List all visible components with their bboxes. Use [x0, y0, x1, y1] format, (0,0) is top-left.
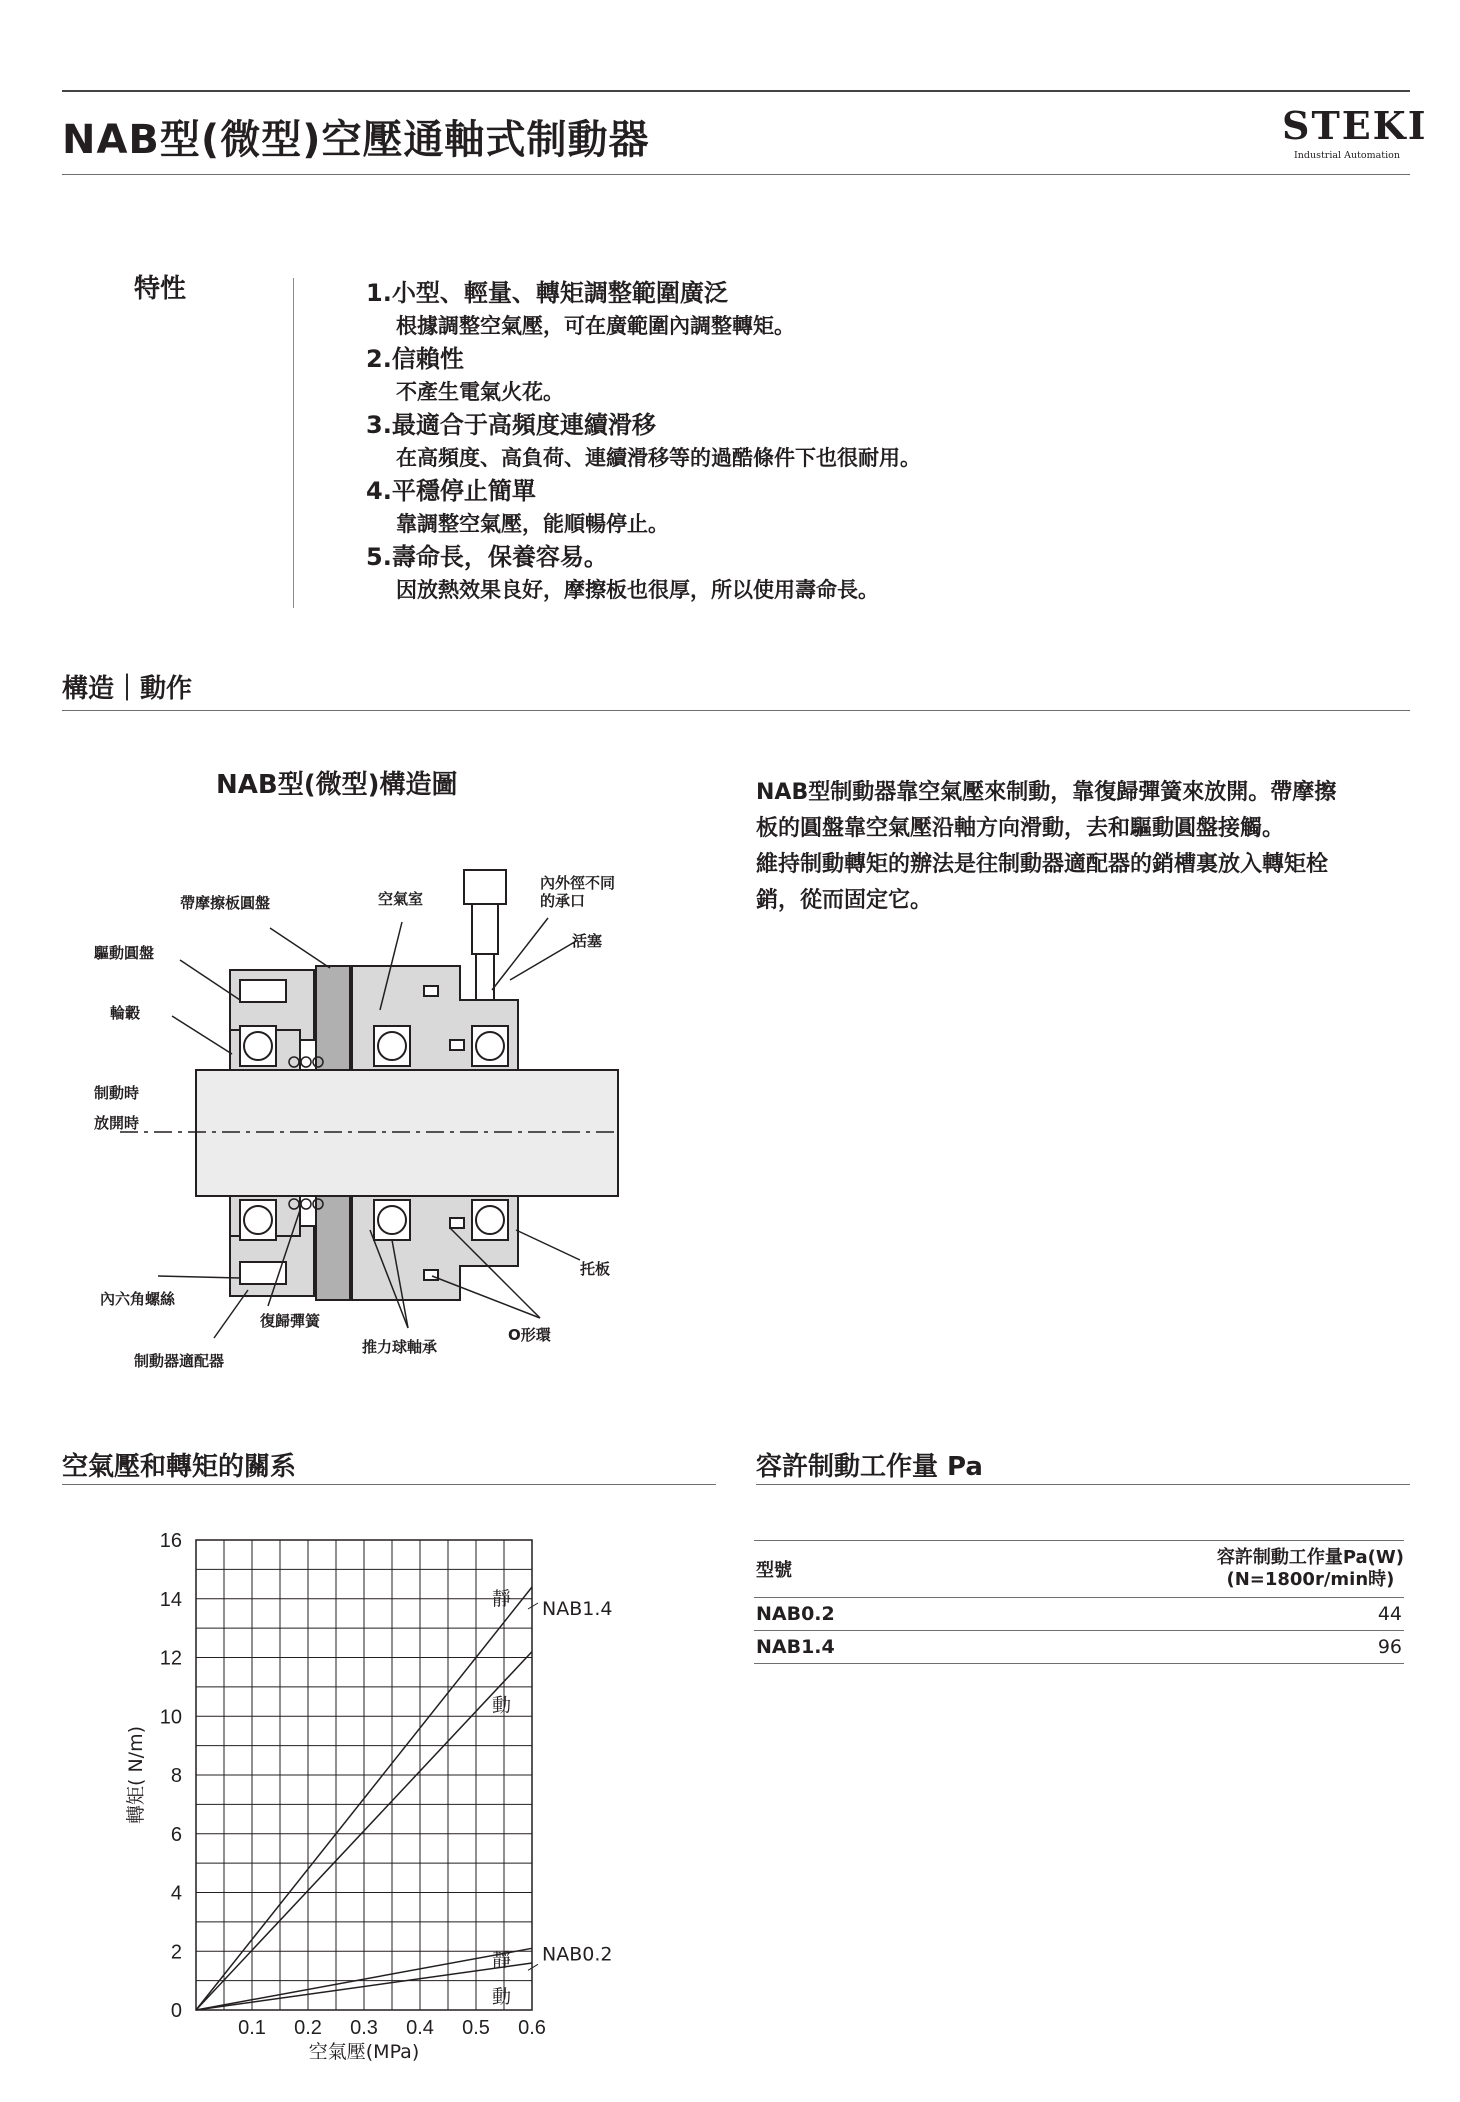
torque-chart: [125, 1530, 650, 2090]
logo-brand: STEKI: [1282, 103, 1428, 148]
x-tick-label: 0.3: [350, 2017, 378, 2039]
header-value-line: 容許制動工作量Pa(W): [1216, 1547, 1404, 1568]
y-tick-label: 14: [159, 1588, 182, 1611]
row-model: NAB1.4: [756, 1636, 835, 1658]
header-value-line: (N=1800r/min時): [1226, 1569, 1395, 1590]
x-tick-label: 0.4: [406, 2017, 434, 2039]
label-thrust-bearing: 推力球軸承: [362, 1338, 438, 1356]
y-tick-label: 12: [159, 1647, 182, 1670]
description-line: 維持制動轉矩的辦法是往制動器適配器的銷槽裏放入轉矩栓: [756, 852, 1329, 877]
pa-heading: 容許制動工作量 Pa: [756, 1452, 983, 1482]
label-friction-disc: 帶摩擦板圓盤: [180, 894, 271, 912]
pa-table-header: [754, 1540, 1404, 1598]
label-leader: [528, 1603, 538, 1609]
feature-title: 2.信賴性: [366, 345, 464, 373]
feature-title: 5.壽命長，保養容易。: [366, 543, 608, 571]
description-line: 銷，從而固定它。: [756, 888, 933, 913]
shaft: [196, 1070, 618, 1196]
port-fitting: [476, 954, 494, 1000]
label-dynamic: 動: [492, 1986, 512, 2008]
table-row: [754, 1631, 1404, 1664]
chart-ticks: [160, 1530, 546, 2039]
x-tick-label: 0.1: [238, 2017, 266, 2039]
label-drive-disc: 驅動圓盤: [94, 944, 155, 962]
page-title: NAB型(微型)空壓通軸式制動器: [62, 117, 650, 163]
y-tick-label: 10: [159, 1706, 182, 1729]
y-tick-label: 4: [170, 1882, 182, 1905]
label-port: 的承口: [540, 892, 586, 910]
label-piston: 活塞: [572, 932, 603, 950]
chart-curve-labels: [492, 1588, 612, 2008]
diagram-title: NAB型(微型)構造圖: [216, 770, 458, 800]
feature-item: [366, 276, 1426, 342]
friction-disc: [316, 1196, 350, 1300]
label-leader: [528, 1964, 538, 1970]
steki-logo: [1282, 103, 1428, 166]
y-tick-label: 0: [170, 2000, 182, 2022]
feature-desc: 不產生電氣火花。: [396, 380, 564, 404]
structure-description: [756, 775, 1416, 919]
features-list: [366, 276, 1426, 606]
label-adapter: 制動器適配器: [134, 1352, 225, 1370]
feature-item: [366, 342, 1426, 408]
x-tick-label: 0.2: [294, 2017, 322, 2039]
y-tick-label: 6: [170, 1823, 182, 1846]
description-line: 板的圓盤靠空氣壓沿軸方向滑動，去和驅動圓盤接觸。: [756, 816, 1285, 841]
header-bottom-rule: [62, 174, 1410, 175]
label-static: 靜: [492, 1949, 512, 1972]
y-tick-label: 16: [159, 1530, 182, 1552]
chart-heading: 空氣壓和轉矩的關系: [62, 1452, 297, 1482]
label-return-spring: 復歸彈簧: [260, 1312, 321, 1330]
features-divider: [293, 278, 294, 608]
logo-tagline: Industrial Automation: [1294, 150, 1400, 161]
chart-ylabel: 轉矩( N/m): [125, 1726, 147, 1824]
y-tick-label: 2: [170, 1941, 182, 1964]
label-port: 內外徑不同: [540, 874, 616, 892]
label-dynamic: 動: [492, 1694, 512, 1717]
feature-item: [366, 540, 1426, 606]
label-static: 靜: [492, 1588, 512, 1610]
port-fitting: [472, 904, 498, 954]
row-model: NAB0.2: [756, 1603, 835, 1625]
table-row: [754, 1598, 1404, 1631]
feature-desc: 因放熱效果良好，摩擦板也很厚，所以使用壽命長。: [396, 578, 879, 602]
features-heading: 特性: [134, 274, 187, 304]
label-series-name: NAB1.4: [542, 1598, 613, 1620]
x-tick-label: 0.5: [462, 2017, 490, 2039]
structure-diagram: [80, 830, 640, 1390]
pa-section-rule: [756, 1484, 1410, 1485]
header-value: [1217, 1547, 1404, 1591]
feature-item: [366, 474, 1426, 540]
label-hub: 輪轂: [110, 1004, 141, 1022]
y-tick-label: 8: [170, 1765, 182, 1787]
structure-rule: [62, 710, 1410, 711]
pa-table: [754, 1540, 1404, 1664]
label-support-plate: 托板: [580, 1260, 611, 1278]
hex-bolt: [240, 980, 286, 1002]
feature-desc: 在高頻度、高負荷、連續滑移等的過酷條件下也很耐用。: [396, 446, 921, 470]
x-tick-label: 0.6: [518, 2017, 546, 2039]
header-top-rule: [62, 90, 1410, 92]
feature-desc: 靠調整空氣壓，能順暢停止。: [396, 512, 669, 536]
label-braking: 制動時: [94, 1084, 140, 1102]
row-value: 44: [1377, 1603, 1402, 1625]
port-fitting: [464, 870, 506, 904]
feature-item: [366, 408, 1426, 474]
header-model: 型號: [756, 1560, 792, 1581]
feature-desc: 根據調整空氣壓，可在廣範圍內調整轉矩。: [396, 314, 795, 338]
feature-title: 3.最適合于高頻度連續滑移: [366, 411, 656, 439]
label-series-name: NAB0.2: [542, 1943, 613, 1966]
friction-disc: [316, 966, 350, 1070]
feature-title: 4.平穩停止簡單: [366, 477, 536, 505]
chart-xlabel: 空氣壓(MPa): [308, 2041, 420, 2063]
label-o-ring: O形環: [508, 1326, 551, 1344]
row-value: 96: [1377, 1636, 1402, 1658]
feature-title: 1.小型、輕量、轉矩調整範圍廣泛: [366, 279, 728, 307]
description-line: NAB型制動器靠空氣壓來制動，靠復歸彈簧來放開。帶摩擦: [756, 780, 1337, 805]
chart-section-rule: [62, 1484, 716, 1485]
label-released: 放開時: [94, 1114, 140, 1132]
label-hex-bolt: 內六角螺絲: [100, 1290, 176, 1308]
label-air-chamber: 空氣室: [378, 890, 424, 908]
structure-heading: 構造｜動作: [62, 674, 193, 704]
chart-grid: [196, 1540, 532, 2010]
